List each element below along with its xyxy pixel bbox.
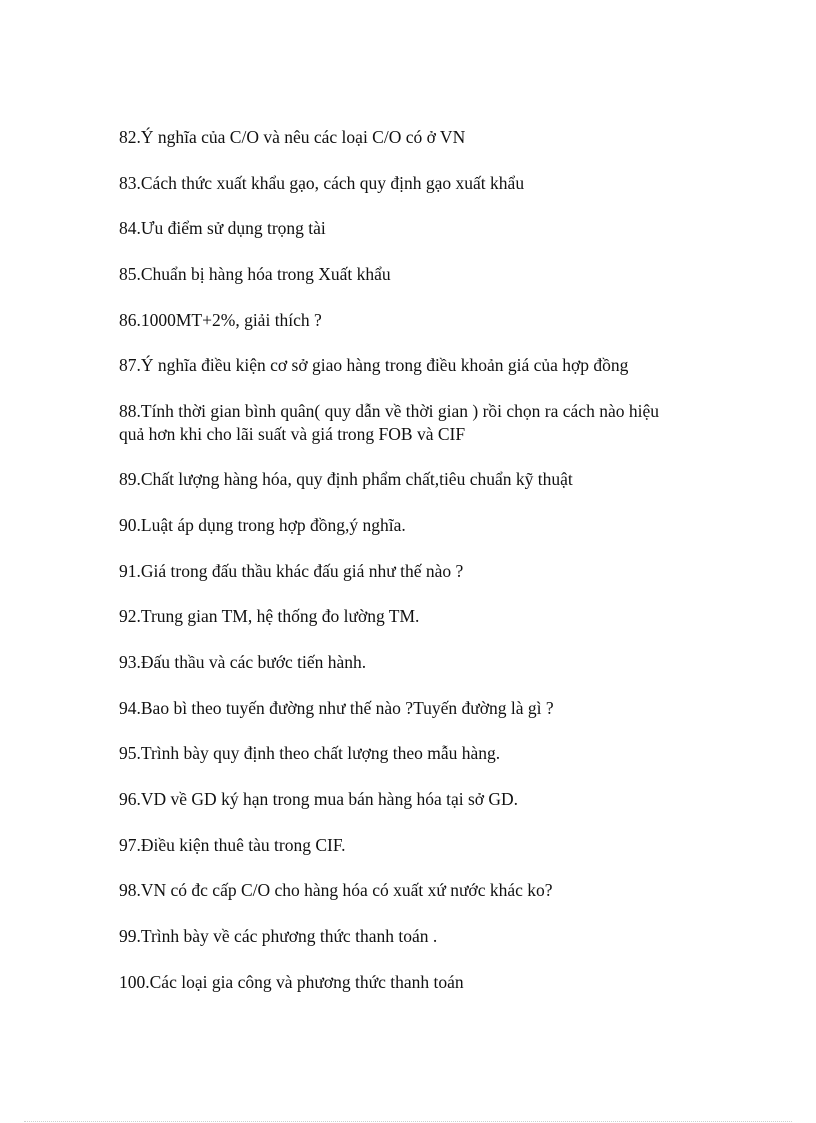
question-91: 91.Giá trong đấu thầu khác đấu giá như thế nào ? <box>119 561 464 581</box>
page-bottom-divider <box>24 1121 792 1122</box>
question-83: 83.Cách thức xuất khẩu gạo, cách quy định gạo xuất khẩu <box>119 173 525 193</box>
question-87: 87.Ý nghĩa điều kiện cơ sở giao hàng trong điều khoản giá của hợp đồng <box>119 355 629 375</box>
question-84: 84.Ưu điểm sử dụng trọng tài <box>119 218 326 238</box>
question-96: 96.VD về GD ký hạn trong mua bán hàng hóa tại sở GD. <box>119 789 519 809</box>
question-98: 98.VN có đc cấp C/O cho hàng hóa có xuất xứ nước khác ko? <box>119 880 553 900</box>
question-88: 88.Tính thời gian bình quân( quy dẫn về thời gian ) rồi chọn ra cách nào hiệu quả hơn khi cho lãi suất và giá trong FOB và CIF <box>119 401 659 444</box>
question-82: 82.Ý nghĩa của C/O và nêu các loại C/O có ở VN <box>119 127 466 147</box>
question-86: 86.1000MT+2%, giải thích ? <box>119 310 322 330</box>
question-100: 100.Các loại gia công và phương thức thanh toán <box>119 972 464 992</box>
question-94: 94.Bao bì theo tuyến đường như thế nào ?Tuyến đường là gì ? <box>119 698 554 718</box>
question-92: 92.Trung gian TM, hệ thống đo lường TM. <box>119 606 420 626</box>
question-90: 90.Luật áp dụng trong hợp đồng,ý nghĩa. <box>119 515 406 535</box>
question-93: 93.Đấu thầu và các bước tiến hành. <box>119 652 367 672</box>
question-95: 95.Trình bày quy định theo chất lượng theo mẫu hàng. <box>119 743 501 763</box>
question-85: 85.Chuẩn bị hàng hóa trong Xuất khẩu <box>119 264 391 284</box>
question-99: 99.Trình bày về các phương thức thanh toán . <box>119 926 438 946</box>
question-89: 89.Chất lượng hàng hóa, quy định phẩm chất,tiêu chuẩn kỹ thuật <box>119 469 573 489</box>
question-97: 97.Điều kiện thuê tàu trong CIF. <box>119 835 346 855</box>
